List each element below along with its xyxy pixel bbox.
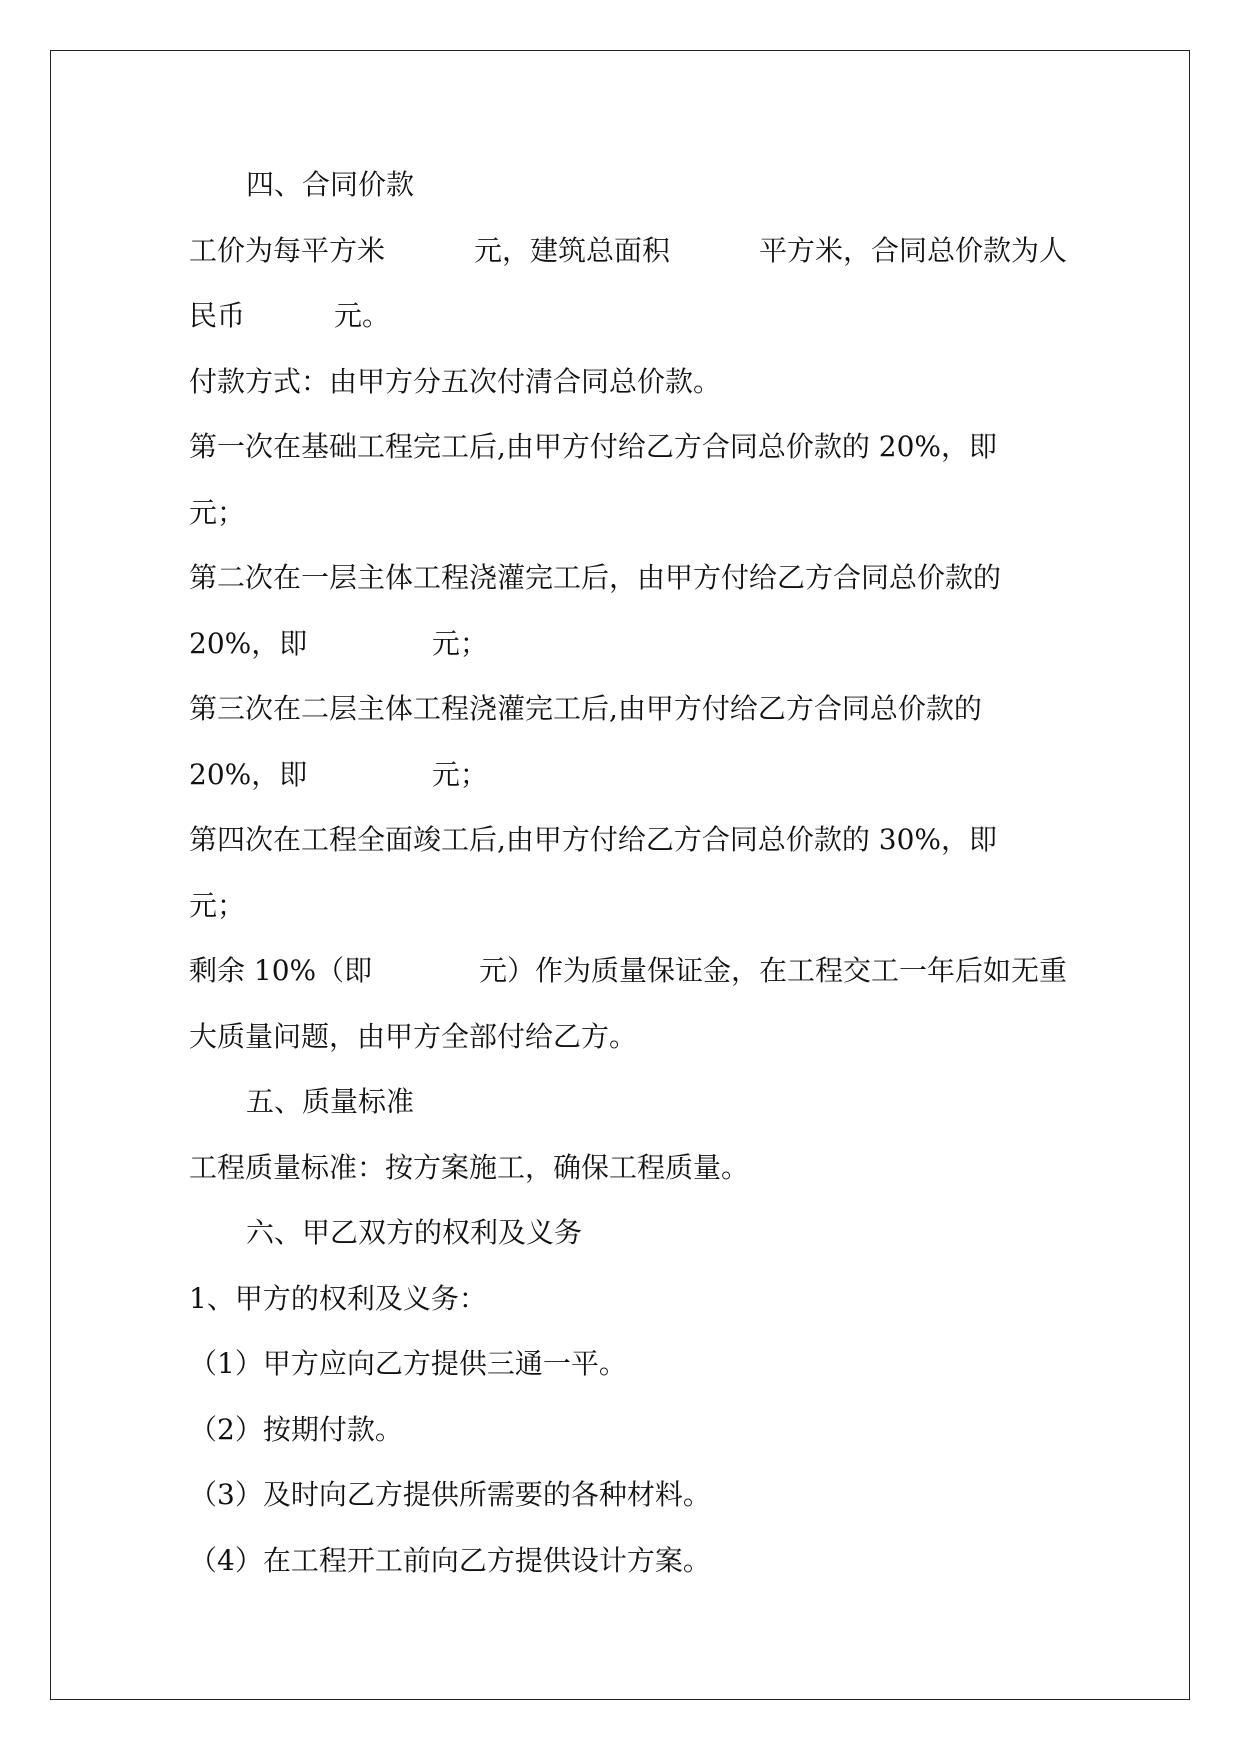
list-item: （1）甲方应向乙方提供三通一平。 <box>189 1347 627 1380</box>
paragraph-line: 第一次在基础工程完工后,由甲方付给乙方合同总价款的 20%，即 <box>189 430 998 463</box>
section-heading-contract-price: 四、合同价款 <box>246 168 415 201</box>
list-item: （4）在工程开工前向乙方提供设计方案。 <box>189 1543 711 1577</box>
paragraph-line: 20%，即 元； <box>189 626 488 660</box>
paragraph-line: 第二次在一层主体工程浇灌完工后，由甲方付给乙方合同总价款的 <box>189 561 1002 594</box>
paragraph-line: 工价为每平方米 元，建筑总面积 平方米，合同总价款为人 <box>189 233 1068 267</box>
paragraph-line: 工程质量标准：按方案施工，确保工程质量。 <box>189 1150 750 1184</box>
paragraph-line: 元； <box>189 888 246 922</box>
section-heading-quality-standard: 五、质量标准 <box>246 1085 415 1118</box>
list-item: （2）按期付款。 <box>189 1412 403 1446</box>
paragraph-line: 大质量问题，由甲方全部付给乙方。 <box>189 1019 638 1053</box>
section-heading-rights-obligations: 六、甲乙双方的权利及义务 <box>246 1216 583 1249</box>
paragraph-line: 第四次在工程全面竣工后,由甲方付给乙方合同总价款的 30%，即 <box>189 823 998 856</box>
paragraph-line: 元； <box>189 495 246 529</box>
paragraph-line: 第三次在二层主体工程浇灌完工后,由甲方付给乙方合同总价款的 <box>189 692 982 725</box>
list-item: （3）及时向乙方提供所需要的各种材料。 <box>189 1478 711 1511</box>
paragraph-line: 付款方式：由甲方分五次付清合同总价款。 <box>189 364 722 398</box>
paragraph-line: 20%，即 元； <box>189 757 488 791</box>
paragraph-line: 民币 元。 <box>189 299 391 332</box>
document-body <box>189 152 1069 1593</box>
paragraph-line: 剩余 10%（即 元）作为质量保证金，在工程交工一年后如无重 <box>189 954 1067 987</box>
paragraph-line: 1、甲方的权利及义务： <box>189 1281 487 1315</box>
